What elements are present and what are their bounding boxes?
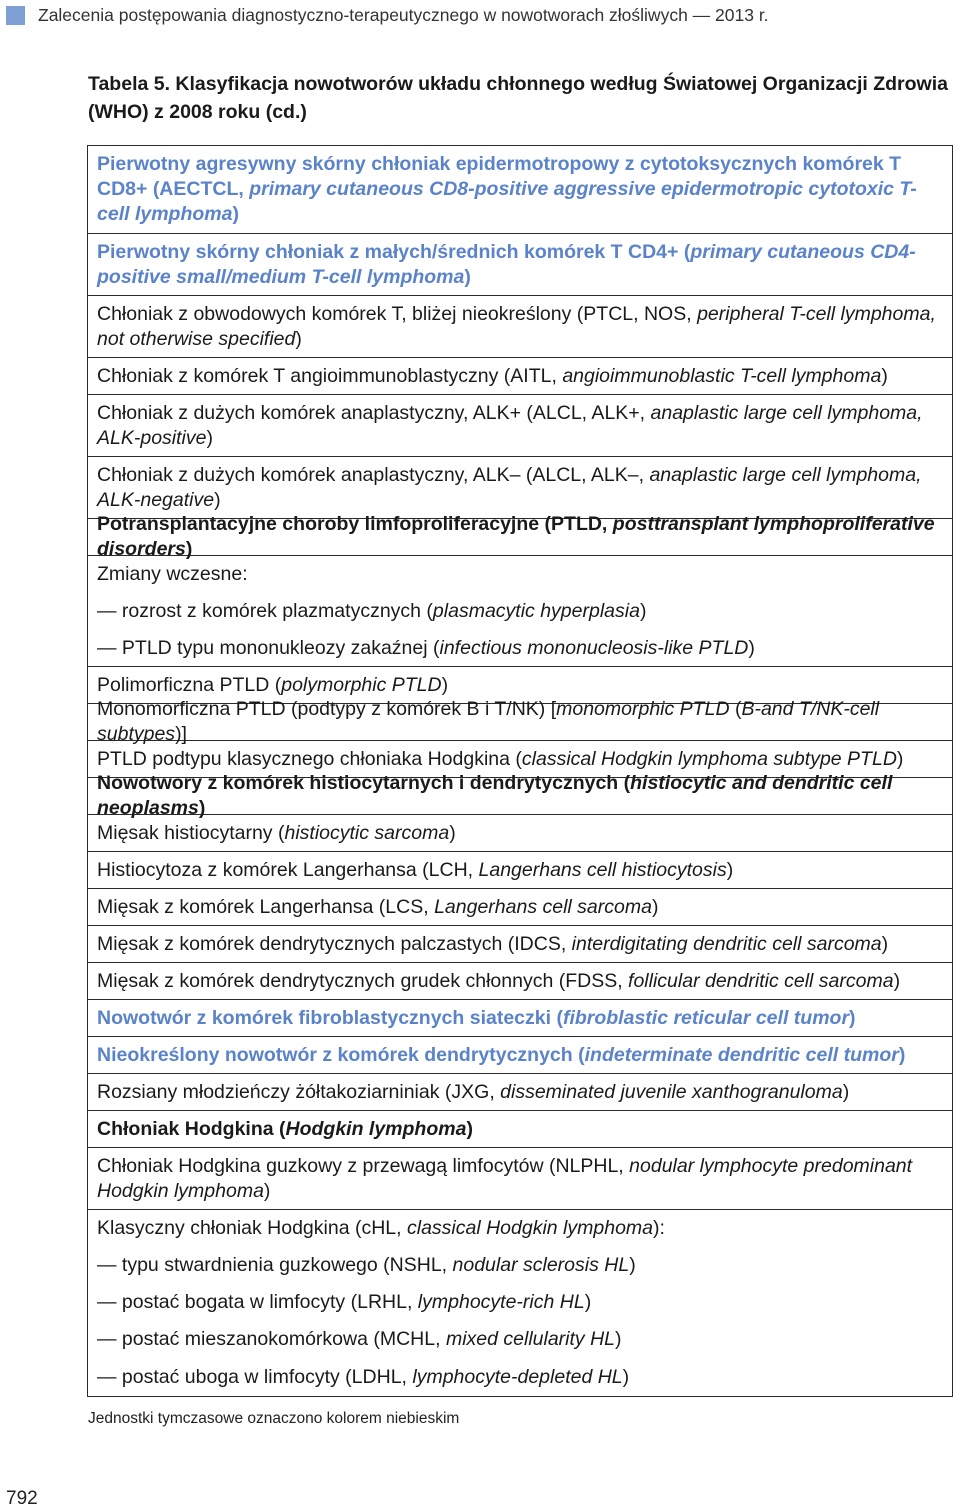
table-row: Pierwotny skórny chłoniak z małych/średnich komórek T CD4+ (primary cutaneous CD4-positive small/medium T-cell lymphoma) xyxy=(88,234,952,296)
table-row: Mięsak z komórek Langerhansa (LCS, Langerhans cell sarcoma) xyxy=(88,889,952,926)
table-row: — PTLD typu mononukleozy zakaźnej (infectious mononucleosis-like PTLD) xyxy=(88,630,952,667)
table-row: — postać uboga w limfocyty (LDHL, lymphocyte-depleted HL) xyxy=(97,1365,630,1388)
table-row: Monomorficzna PTLD (podtypy z komórek B i T/NK) [monomorphic PTLD (B-and T/NK-cell subtypes)] xyxy=(88,704,952,741)
table-row: Mięsak z komórek dendrytycznych grudek chłonnych (FDSS, follicular dendritic cell sarcoma) xyxy=(88,963,952,1000)
table-row: — typu stwardnienia guzkowego (NSHL, nodular sclerosis HL) xyxy=(97,1254,636,1276)
table-row: Nieokreślony nowotwór z komórek dendrytycznych (indeterminate dendritic cell tumor) xyxy=(88,1037,952,1074)
page-number: 792 xyxy=(6,1488,38,1509)
table-row: Chłoniak z komórek T angioimmunoblastyczny (AITL, angioimmunoblastic T-cell lymphoma) xyxy=(88,358,952,395)
table-row: Polimorficzna PTLD (polymorphic PTLD) xyxy=(88,667,952,704)
table-footnote: Jednostki tymczasowe oznaczono kolorem niebieskim xyxy=(88,1410,460,1427)
table-row: Zmiany wczesne: xyxy=(97,563,248,585)
table-row: — rozrost z komórek plazmatycznych (plasmacytic hyperplasia) xyxy=(97,600,647,622)
table-row: — postać bogata w limfocyty (LRHL, lymphocyte-rich HL) xyxy=(97,1291,592,1313)
table-row: — postać mieszanokomórkowa (MCHL, mixed cellularity HL) xyxy=(97,1328,622,1350)
table-row: Chłoniak Hodgkina (Hodgkin lymphoma) xyxy=(88,1111,952,1148)
table-row: Chłoniak z obwodowych komórek T, bliżej nieokreślony (PTCL, NOS, peripheral T-cell lymphoma, not otherwise specified) xyxy=(88,296,952,358)
table-row: Mięsak z komórek dendrytycznych palczastych (IDCS, interdigitating dendritic cell sarcoma) xyxy=(88,926,952,963)
table-row: Chłoniak z dużych komórek anaplastyczny, ALK– (ALCL, ALK–, anaplastic large cell lymphoma, ALK-negative) xyxy=(88,457,952,519)
table-row: PTLD podtypu klasycznego chłoniaka Hodgkina (classical Hodgkin lymphoma subtype PTLD) xyxy=(88,741,952,778)
table-row: Pierwotny agresywny skórny chłoniak epidermotropowy z cytotoksycznych komórek T CD8+ (AECTCL, primary cutaneous CD8-positive aggressive epidermotropic cytotoxic T-cell lymphoma) xyxy=(88,146,952,234)
table-caption: Tabela 5. Klasyfikacja nowotworów układu chłonnego według Światowej Organizacji Zdrowia (WHO) z 2008 roku (cd.) xyxy=(88,73,948,123)
table-row: Chłoniak z dużych komórek anaplastyczny, ALK+ (ALCL, ALK+, anaplastic large cell lymphoma, ALK-positive) xyxy=(88,395,952,457)
table-row: Nowotwór z komórek fibroblastycznych siateczki (fibroblastic reticular cell tumor) xyxy=(88,1000,952,1037)
header-square-icon xyxy=(6,6,25,25)
table-row: Nowotwory z komórek histiocytarnych i dendrytycznych (histiocytic and dendritic cell neoplasms) xyxy=(88,778,952,815)
table-row: Klasyczny chłoniak Hodgkina (cHL, classical Hodgkin lymphoma): xyxy=(97,1217,665,1239)
table-row: Histiocytoza z komórek Langerhansa (LCH, Langerhans cell histiocytosis) xyxy=(88,852,952,889)
table-row: Chłoniak Hodgkina guzkowy z przewagą limfocytów (NLPHL, nodular lymphocyte predominant Hodgkin lymphoma) xyxy=(88,1148,952,1210)
classification-table xyxy=(87,145,953,1397)
table-row: Rozsiany młodzieńczy żółtakoziarniniak (JXG, disseminated juvenile xanthogranuloma) xyxy=(88,1074,952,1111)
table-row: Mięsak histiocytarny (histiocytic sarcoma) xyxy=(88,815,952,852)
running-header xyxy=(6,4,769,26)
table-row: Potransplantacyjne choroby limfoproliferacyjne (PTLD, posttransplant lymphoproliferative disorders) xyxy=(88,519,952,556)
running-title: Zalecenia postępowania diagnostyczno-terapeutycznego w nowotworach złośliwych — 2013 r. xyxy=(38,4,769,25)
